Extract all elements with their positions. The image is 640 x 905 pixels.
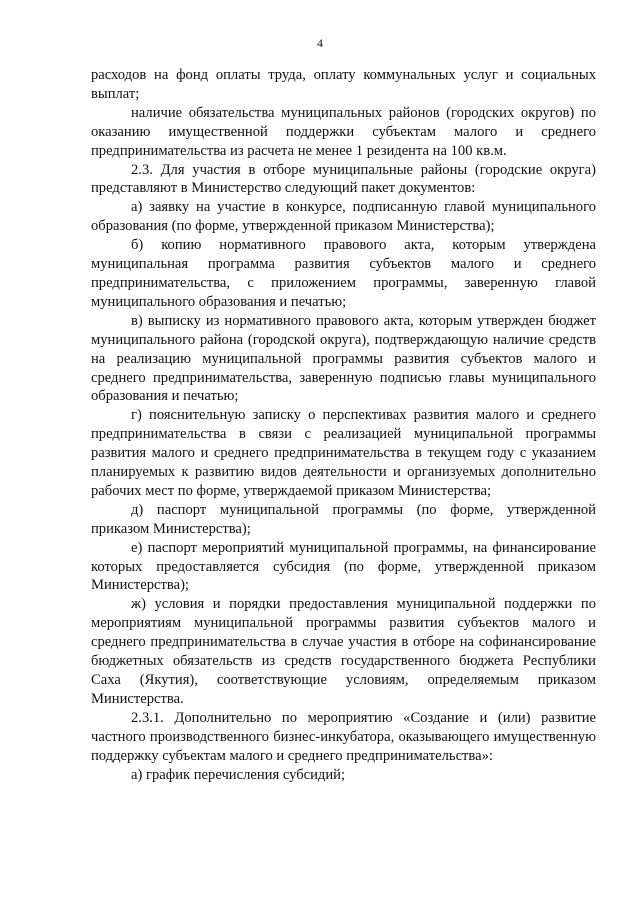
list-item-v-budget-extract: в) выписку из нормативного правового акта, которым утвержден бюджет муниципального района (городской округа), подтверждающую наличие средств на реализацию муниципальной программы развития субъектов малого и среднего предпринимательства, заверенную подписью главы муниципального образования и печатью;	[91, 312, 596, 405]
list-item-b-legal-act-copy: б) копию нормативного правового акта, которым утверждена муниципальная программа развития субъектов малого и среднего предпринимательства, с приложением программы, заверенную главой муниципального образования и печатью;	[91, 237, 596, 310]
document-body	[91, 66, 596, 784]
page-number: 4	[317, 36, 323, 50]
list-item-e-measures-passport: е) паспорт мероприятий муниципальной программы, на финансирование которых предоставляется субсидия (по форме, утвержденной приказом Министерства);	[91, 539, 596, 594]
paragraph-property-support-obligation: наличие обязательства муниципальных районов (городских округов) по оказанию имущественной поддержки субъектам малого и среднего предпринимательства из расчета не менее 1 резидента на 100 кв.м.	[91, 104, 596, 159]
list-item-d-program-passport: д) паспорт муниципальной программы (по форме, утвержденной приказом Министерства);	[91, 501, 596, 537]
list-item-zh-support-conditions: ж) условия и порядки предоставления муниципальной поддержки по мероприятиям муниципальной программы развития субъектов малого и среднего предпринимательства в случае участия в отборе на софинансирование бюджетных обязательств из средств государственного бюджета Республики Саха (Якутия), соответствующие условиям, определяемым приказом Министерства.	[91, 596, 596, 707]
paragraph-section-2-3-1: 2.3.1. Дополнительно по мероприятию «Создание и (или) развитие частного производственного бизнес-инкубатора, оказывающего имущественную поддержку субъектам малого и среднего предпринимательства»:	[91, 709, 596, 764]
list-item-g-explanatory-note: г) пояснительную записку о перспективах развития малого и среднего предпринимательства в связи с реализацией муниципальной программы развития малого и среднего предпринимательства в текущем году с указанием планируемых к развитию видов деятельности и организуемых дополнительно рабочих мест по форме, утверждаемой приказом Министерства;	[91, 407, 596, 499]
paragraph-section-2-3: 2.3. Для участия в отборе муниципальные районы (городские округа) представляют в Министерство следующий пакет документов:	[91, 161, 596, 197]
paragraph-continuation: расходов на фонд оплаты труда, оплату коммунальных услуг и социальных выплат;	[91, 67, 596, 102]
list-item-a-application: а) заявку на участие в конкурсе, подписанную главой муниципального образования (по форме, утвержденной приказом Министерства);	[91, 199, 596, 235]
list-item-a-subsidy-schedule: а) график перечисления субсидий;	[131, 766, 346, 783]
